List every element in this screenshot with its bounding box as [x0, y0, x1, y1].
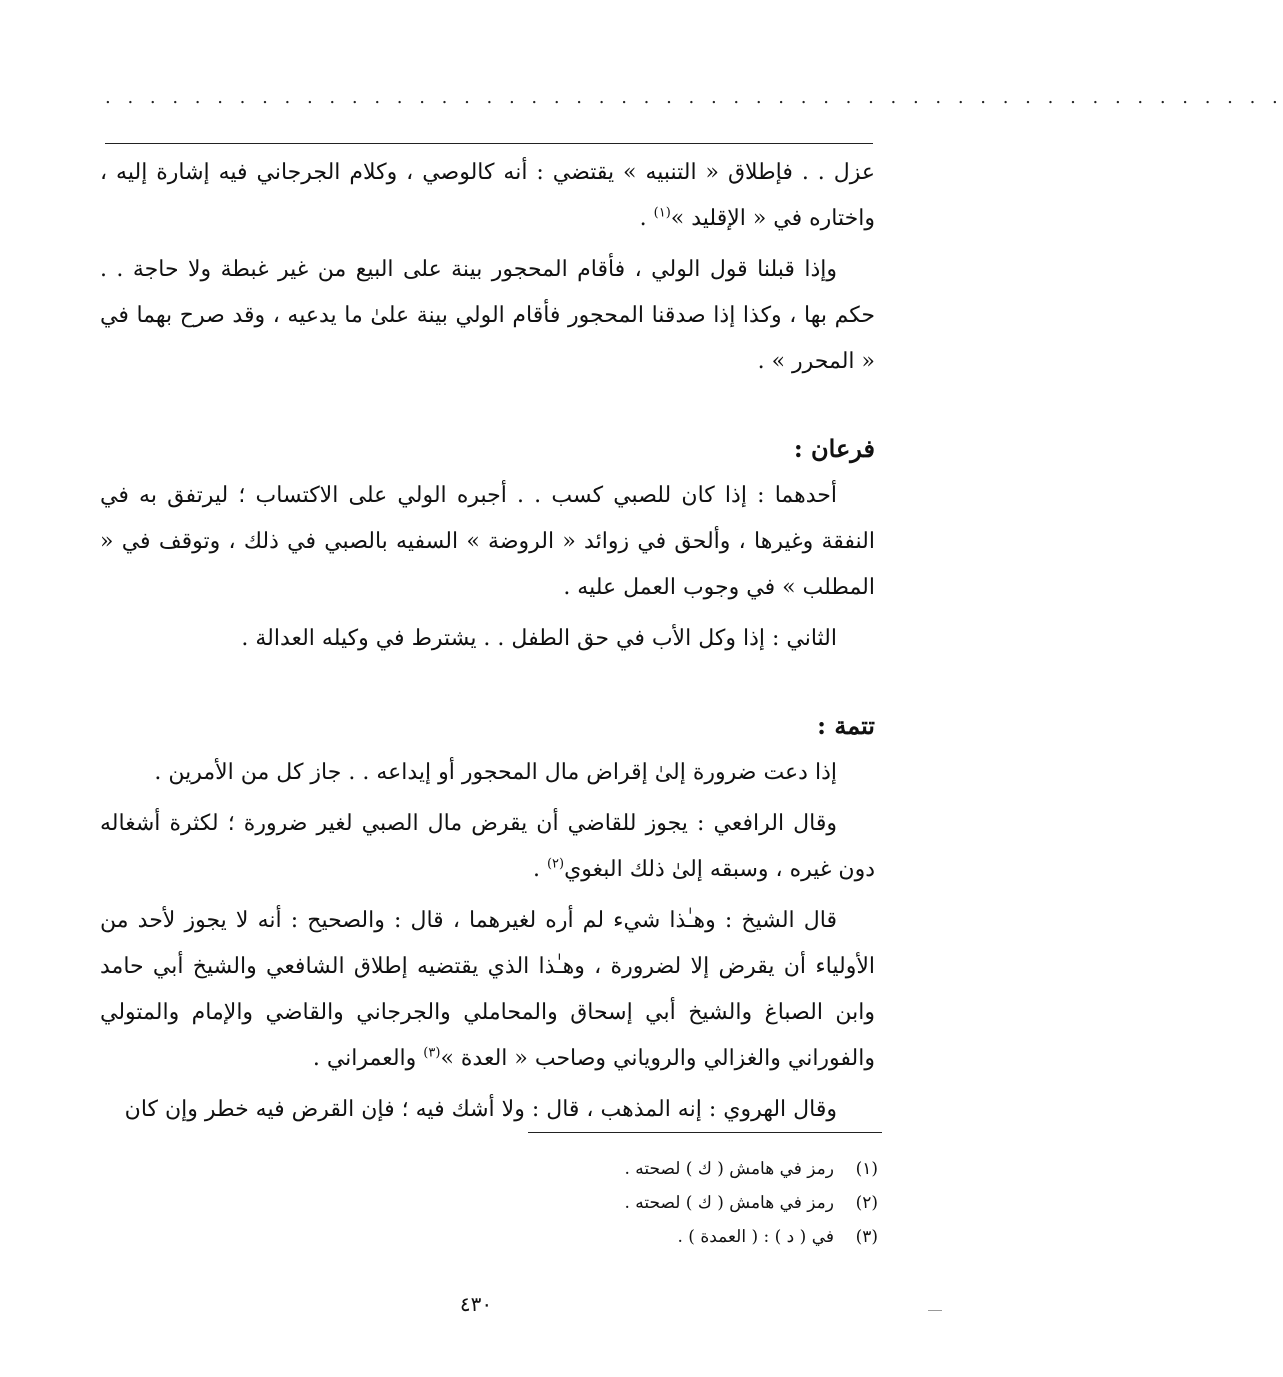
paragraph-2: وإذا قبلنا قول الولي ، فأقام المحجور بينة على البيع من غير غبطة ولا حاجة . . حكم بها ، وكذا إذا صدقنا المحجور فأقام الولي بينة علىٰ ما يدعيه ، وقد صرح بهما في « المحرر » .: [100, 257, 875, 374]
footnote-ref-2: (٢): [546, 856, 565, 872]
paragraph-4: الثاني : إذا وكل الأب في حق الطفل . . يشترط في وكيله العدالة .: [241, 626, 837, 651]
paragraph-1-text: عزل . . فإطلاق « التنبيه » يقتضي : أنه كالوصي ، وكلام الجرجاني فيه إشارة إليه ، واختاره في « الإقليد »: [100, 160, 875, 231]
paragraph-7-end: والعمراني .: [312, 1046, 424, 1071]
page-number: ٤٣٠: [459, 1292, 493, 1316]
paragraph-7-text: قال الشيخ : وهـٰذا شيء لم أره لغيرهما ، قال : والصحيح : أنه لا يجوز لأحد من الأولياء أن يقرض إلا لضرورة ، وهـٰذا الذي يقتضيه إطلاق الشافعي والشيخ أبي حامد وابن الصباغ والشيخ أبي إسحاق والمحاملي والجرجاني والقاضي والإمام والمتولي والفوراني والغزالي والروياني وصاحب « العدة »: [100, 908, 875, 1071]
paragraph-6-text: وقال الرافعي : يجوز للقاضي أن يقرض مال الصبي لغير ضرورة ؛ لكثرة أشغاله دون غيره ، وسبقه إلىٰ ذلك البغوي: [100, 811, 875, 882]
paragraph-6-end: .: [532, 857, 547, 882]
scan-edge-mark: [928, 1310, 942, 1311]
footnote-number: (٢): [855, 1193, 878, 1213]
header-rule: [105, 143, 873, 144]
paragraph-8: وقال الهروي : إنه المذهب ، قال : ولا أشك فيه ؛ فإن القرض فيه خطر وإن كان: [124, 1097, 837, 1122]
footnotes: [300, 1152, 878, 1254]
paragraph-1-end: .: [639, 206, 654, 231]
footnote-ref-3: (٣): [423, 1045, 441, 1061]
footnote-text: رمز في هامش ( ك ) لصحته .: [624, 1159, 834, 1179]
footnote-text: رمز في هامش ( ك ) لصحته .: [624, 1193, 834, 1213]
footnote-number: (١): [855, 1159, 878, 1179]
footnote-item: [300, 1152, 878, 1186]
main-text: [100, 150, 875, 1138]
paragraph-6: [100, 801, 875, 893]
paragraph-5: إذا دعت ضرورة إلىٰ إقراض مال المحجور أو إيداعه . . جاز كل من الأمرين .: [154, 760, 837, 785]
footnote-number: (٣): [855, 1227, 878, 1247]
section-heading-tatimma: تتمة :: [817, 711, 875, 740]
footnote-rule: [528, 1132, 882, 1133]
footnote-ref-1: (١): [653, 205, 671, 221]
footnote-item: [300, 1220, 878, 1254]
section-heading-far3an: فرعان :: [793, 434, 875, 463]
paragraph-1: [100, 150, 875, 242]
footnote-item: [300, 1186, 878, 1220]
header-dotted-line: . . . . . . . . . . . . . . . . . . . . . . . . . . . . . . . . . . . . . . . . . . . . . . . . . . . . .: [105, 87, 1283, 108]
paragraph-7: [100, 898, 875, 1082]
paragraph-3: أحدهما : إذا كان للصبي كسب . . أجبره الولي على الاكتساب ؛ ليرتفق به في النفقة وغيرها ، وألحق في زوائد « الروضة » السفيه بالصبي في ذلك ، وتوقف في « المطلب » في وجوب العمل عليه .: [100, 483, 875, 600]
footnote-text: في ( د ) : ( العمدة ) .: [677, 1227, 834, 1247]
